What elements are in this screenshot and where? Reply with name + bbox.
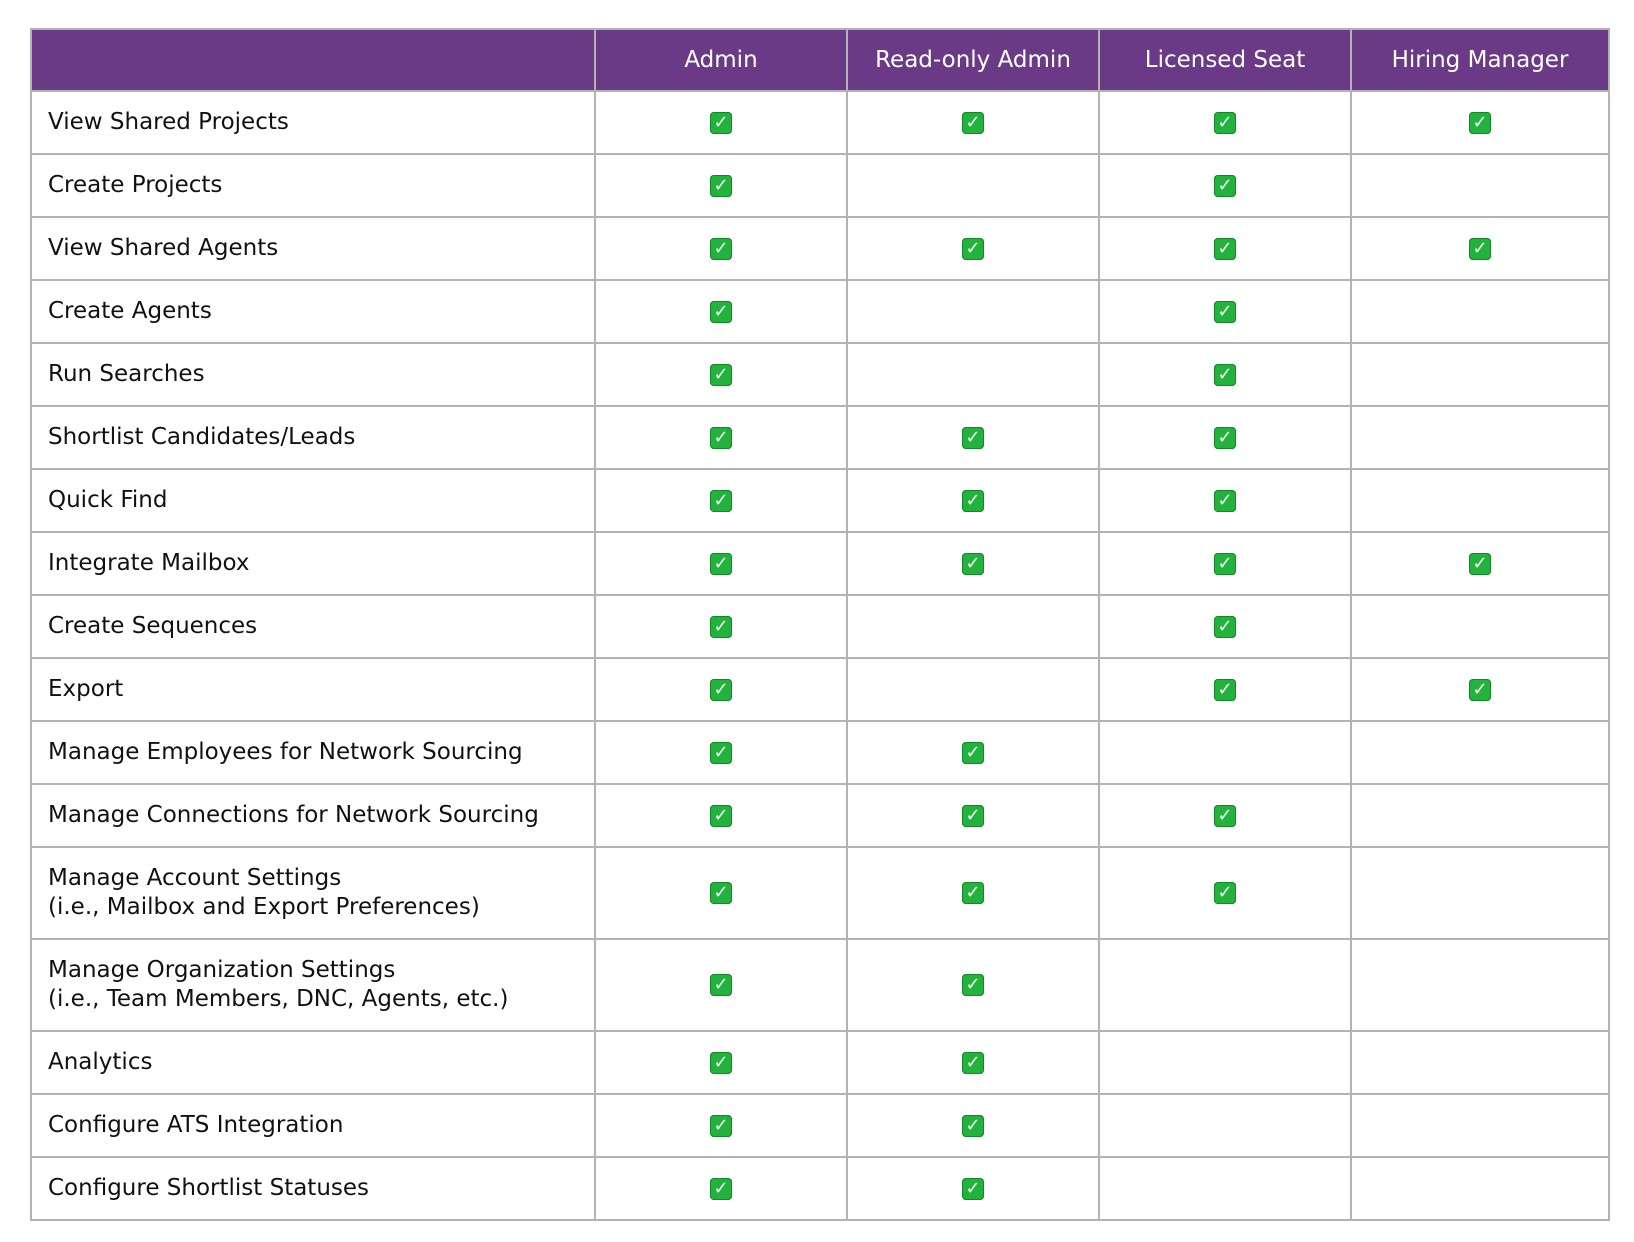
permission-cell-hiring-manager [1351, 1157, 1609, 1220]
permission-cell-admin [595, 658, 847, 721]
permission-cell-admin [595, 154, 847, 217]
permission-cell-admin [595, 939, 847, 1031]
permission-cell-admin [595, 1031, 847, 1094]
permission-cell-licensed-seat [1099, 721, 1351, 784]
green-checkmark-icon: ✓ [962, 974, 984, 996]
permission-cell-admin [595, 406, 847, 469]
column-header-read-only-admin: Read-only Admin [847, 29, 1099, 91]
permission-cell-admin [595, 721, 847, 784]
permission-cell-admin [595, 784, 847, 847]
green-checkmark-icon: ✓ [962, 1115, 984, 1137]
table-row [31, 217, 1609, 280]
feature-name: Create Projects [48, 172, 223, 198]
green-checkmark-icon: ✓ [710, 427, 732, 449]
green-checkmark-icon: ✓ [962, 238, 984, 260]
permission-cell-hiring-manager [1351, 343, 1609, 406]
permission-cell-admin [595, 1157, 847, 1220]
feature-name: Manage Organization Settings [48, 957, 396, 983]
permission-cell-licensed-seat [1099, 154, 1351, 217]
feature-name: Create Agents [48, 298, 212, 324]
permission-cell-hiring-manager [1351, 154, 1609, 217]
permission-cell-read-only-admin [847, 532, 1099, 595]
permission-cell-admin [595, 91, 847, 154]
permission-cell-licensed-seat [1099, 1031, 1351, 1094]
feature-name-cell [31, 343, 595, 406]
table-row [31, 1094, 1609, 1157]
green-checkmark-icon: ✓ [1469, 238, 1491, 260]
green-checkmark-icon: ✓ [710, 882, 732, 904]
green-checkmark-icon: ✓ [1214, 175, 1236, 197]
green-checkmark-icon: ✓ [710, 175, 732, 197]
permission-cell-hiring-manager [1351, 280, 1609, 343]
feature-name: Manage Connections for Network Sourcing [48, 802, 539, 828]
table-row [31, 784, 1609, 847]
green-checkmark-icon: ✓ [1214, 301, 1236, 323]
permission-cell-admin [595, 847, 847, 939]
column-header-licensed-seat: Licensed Seat [1099, 29, 1351, 91]
feature-name-cell [31, 939, 595, 1031]
green-checkmark-icon: ✓ [1214, 238, 1236, 260]
permission-cell-admin [595, 1094, 847, 1157]
green-checkmark-icon: ✓ [1214, 616, 1236, 638]
permission-cell-hiring-manager [1351, 1031, 1609, 1094]
feature-note: (i.e., Mailbox and Export Preferences) [48, 894, 480, 920]
green-checkmark-icon: ✓ [962, 427, 984, 449]
green-checkmark-icon: ✓ [962, 805, 984, 827]
green-checkmark-icon: ✓ [1214, 679, 1236, 701]
feature-name: Analytics [48, 1049, 153, 1075]
green-checkmark-icon: ✓ [1214, 490, 1236, 512]
green-checkmark-icon: ✓ [1214, 364, 1236, 386]
table-row [31, 91, 1609, 154]
permission-cell-admin [595, 343, 847, 406]
permissions-table [30, 28, 1610, 1221]
permission-cell-licensed-seat [1099, 1157, 1351, 1220]
green-checkmark-icon: ✓ [1214, 553, 1236, 575]
table-body [31, 91, 1609, 1220]
green-checkmark-icon: ✓ [710, 616, 732, 638]
feature-name: Create Sequences [48, 613, 258, 639]
header-corner-cell [31, 29, 595, 91]
green-checkmark-icon: ✓ [710, 1052, 732, 1074]
green-checkmark-icon: ✓ [1469, 553, 1491, 575]
permission-cell-read-only-admin [847, 1094, 1099, 1157]
permission-cell-read-only-admin [847, 939, 1099, 1031]
table-row [31, 939, 1609, 1031]
table-row [31, 154, 1609, 217]
feature-name: Configure ATS Integration [48, 1112, 344, 1138]
feature-name-cell [31, 469, 595, 532]
permission-cell-licensed-seat [1099, 532, 1351, 595]
green-checkmark-icon: ✓ [710, 490, 732, 512]
feature-name: Configure Shortlist Statuses [48, 1175, 370, 1201]
table-row [31, 847, 1609, 939]
permission-cell-read-only-admin [847, 595, 1099, 658]
green-checkmark-icon: ✓ [1214, 112, 1236, 134]
feature-name-cell [31, 1157, 595, 1220]
permission-cell-licensed-seat [1099, 406, 1351, 469]
permission-cell-licensed-seat [1099, 469, 1351, 532]
feature-name: Shortlist Candidates/Leads [48, 424, 356, 450]
permission-cell-admin [595, 280, 847, 343]
feature-name-cell [31, 217, 595, 280]
green-checkmark-icon: ✓ [710, 1178, 732, 1200]
feature-name: Manage Employees for Network Sourcing [48, 739, 523, 765]
table-row [31, 1157, 1609, 1220]
table-row [31, 595, 1609, 658]
permission-cell-read-only-admin [847, 280, 1099, 343]
feature-name-cell [31, 280, 595, 343]
feature-name-cell [31, 721, 595, 784]
permission-cell-licensed-seat [1099, 595, 1351, 658]
permission-cell-licensed-seat [1099, 343, 1351, 406]
permission-cell-licensed-seat [1099, 939, 1351, 1031]
feature-name-cell [31, 847, 595, 939]
permission-cell-read-only-admin [847, 469, 1099, 532]
permission-cell-hiring-manager [1351, 469, 1609, 532]
green-checkmark-icon: ✓ [1214, 882, 1236, 904]
permission-cell-hiring-manager [1351, 91, 1609, 154]
column-header-hiring-manager: Hiring Manager [1351, 29, 1609, 91]
permission-cell-read-only-admin [847, 91, 1099, 154]
green-checkmark-icon: ✓ [710, 238, 732, 260]
feature-name-cell [31, 532, 595, 595]
permission-cell-read-only-admin [847, 1157, 1099, 1220]
feature-name: Manage Account Settings [48, 865, 342, 891]
permission-cell-read-only-admin [847, 406, 1099, 469]
permission-cell-admin [595, 469, 847, 532]
feature-name: View Shared Agents [48, 235, 279, 261]
green-checkmark-icon: ✓ [962, 742, 984, 764]
permission-cell-admin [595, 595, 847, 658]
feature-note: (i.e., Team Members, DNC, Agents, etc.) [48, 986, 509, 1012]
permission-cell-licensed-seat [1099, 91, 1351, 154]
green-checkmark-icon: ✓ [710, 301, 732, 323]
permission-cell-licensed-seat [1099, 847, 1351, 939]
table-row [31, 532, 1609, 595]
green-checkmark-icon: ✓ [710, 553, 732, 575]
green-checkmark-icon: ✓ [710, 1115, 732, 1137]
feature-name-cell [31, 784, 595, 847]
permission-cell-hiring-manager [1351, 847, 1609, 939]
permission-cell-read-only-admin [847, 217, 1099, 280]
permission-cell-hiring-manager [1351, 721, 1609, 784]
table-row [31, 406, 1609, 469]
green-checkmark-icon: ✓ [710, 112, 732, 134]
permission-cell-read-only-admin [847, 784, 1099, 847]
permission-cell-hiring-manager [1351, 658, 1609, 721]
green-checkmark-icon: ✓ [1214, 805, 1236, 827]
table-row [31, 469, 1609, 532]
feature-name-cell [31, 658, 595, 721]
table-row [31, 280, 1609, 343]
permission-cell-read-only-admin [847, 343, 1099, 406]
green-checkmark-icon: ✓ [710, 974, 732, 996]
green-checkmark-icon: ✓ [962, 1178, 984, 1200]
green-checkmark-icon: ✓ [710, 364, 732, 386]
green-checkmark-icon: ✓ [710, 805, 732, 827]
green-checkmark-icon: ✓ [1469, 679, 1491, 701]
permission-cell-read-only-admin [847, 721, 1099, 784]
feature-name-cell [31, 1031, 595, 1094]
permission-cell-admin [595, 217, 847, 280]
permission-cell-hiring-manager [1351, 406, 1609, 469]
green-checkmark-icon: ✓ [962, 490, 984, 512]
permission-cell-read-only-admin [847, 154, 1099, 217]
green-checkmark-icon: ✓ [710, 679, 732, 701]
feature-name: Integrate Mailbox [48, 550, 250, 576]
feature-name-cell [31, 91, 595, 154]
permission-cell-hiring-manager [1351, 939, 1609, 1031]
feature-name: Export [48, 676, 124, 702]
green-checkmark-icon: ✓ [962, 882, 984, 904]
green-checkmark-icon: ✓ [710, 742, 732, 764]
feature-name: Quick Find [48, 487, 168, 513]
feature-name-cell [31, 1094, 595, 1157]
permission-cell-admin [595, 532, 847, 595]
green-checkmark-icon: ✓ [1469, 112, 1491, 134]
feature-name: View Shared Projects [48, 109, 289, 135]
table-header-row [31, 29, 1609, 91]
permission-cell-hiring-manager [1351, 784, 1609, 847]
permission-cell-licensed-seat [1099, 658, 1351, 721]
permission-cell-read-only-admin [847, 658, 1099, 721]
permission-cell-hiring-manager [1351, 595, 1609, 658]
permission-cell-licensed-seat [1099, 784, 1351, 847]
permission-cell-licensed-seat [1099, 280, 1351, 343]
column-header-admin: Admin [595, 29, 847, 91]
permission-cell-read-only-admin [847, 847, 1099, 939]
feature-name-cell [31, 406, 595, 469]
feature-name-cell [31, 595, 595, 658]
green-checkmark-icon: ✓ [1214, 427, 1236, 449]
permission-cell-read-only-admin [847, 1031, 1099, 1094]
permission-cell-hiring-manager [1351, 217, 1609, 280]
green-checkmark-icon: ✓ [962, 553, 984, 575]
permission-cell-licensed-seat [1099, 1094, 1351, 1157]
permission-cell-hiring-manager [1351, 532, 1609, 595]
permission-cell-licensed-seat [1099, 217, 1351, 280]
table-row [31, 343, 1609, 406]
permission-cell-hiring-manager [1351, 1094, 1609, 1157]
green-checkmark-icon: ✓ [962, 1052, 984, 1074]
table-row [31, 1031, 1609, 1094]
table-row [31, 658, 1609, 721]
feature-name-cell [31, 154, 595, 217]
feature-name: Run Searches [48, 361, 205, 387]
green-checkmark-icon: ✓ [962, 112, 984, 134]
table-row [31, 721, 1609, 784]
